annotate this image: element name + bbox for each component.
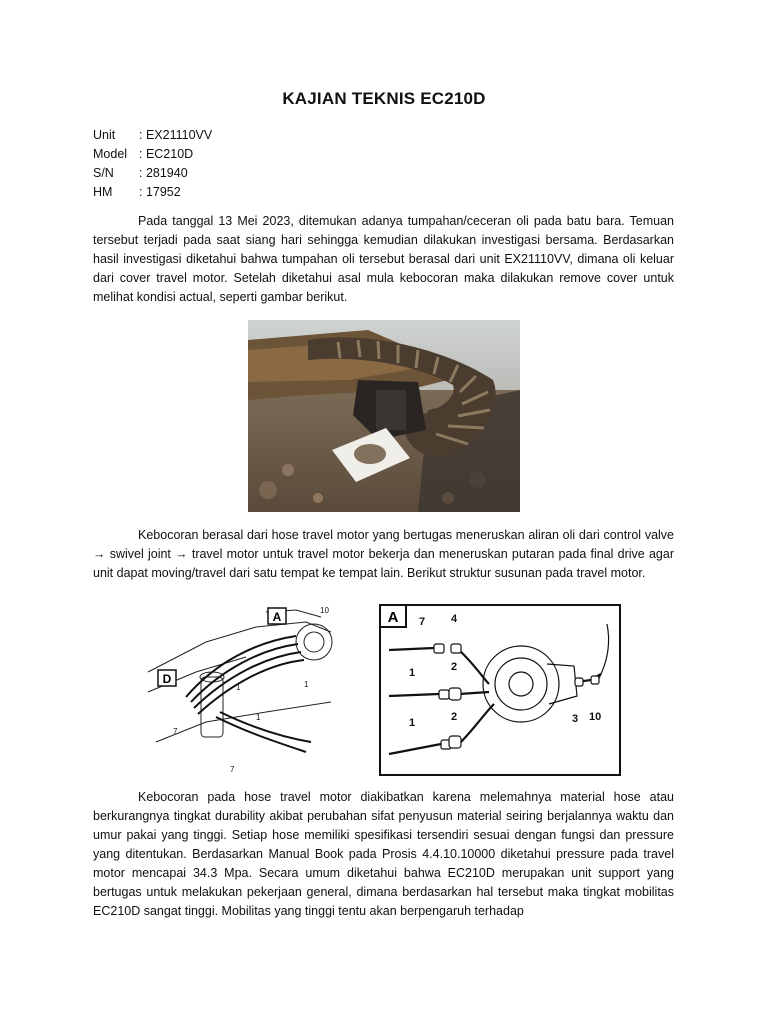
detail-number-3: 3: [572, 713, 579, 725]
leak-photo: [248, 320, 520, 512]
detail-a-callout: A: [387, 609, 399, 626]
paragraph-text: Pada tanggal 13 Mei 2023, ditemukan adanya tumpahan/ceceran oli pada batu bara. Temuan tersebut terjadi pada saat siang hari sehingga kemudian dilakukan investigasi bersama. Berdasarkan hasil investigasi diketahui bahwa tumpahan oli tersebut berasal dari unit EX21110VV, dimana oli keluar dari cover travel motor. Setelah diketahui asal mula kebocoran maka dilakukan remove cover untuk melihat kondisi actual, seperti gambar berikut.: [93, 214, 674, 304]
meta-key: HM: [93, 185, 113, 199]
detail-number-7: 7: [419, 616, 426, 628]
paragraph-text: Kebocoran berasal dari hose travel motor yang bertugas meneruskan aliran oli dari control valve → swivel joint → travel motor untuk travel motor bekerja dan meneruskan putaran pada final drive agar unit dapat moving/travel dari satu tempat ke tempat lain. Berikut struktur susunan pada travel motor.: [93, 528, 674, 580]
meta-key: Unit: [93, 128, 116, 142]
part-number-1: 1: [304, 680, 309, 689]
unit-info: [93, 126, 212, 202]
meta-row-hm: [93, 183, 212, 202]
meta-row-sn: [93, 164, 212, 183]
meta-value: : EX21110VV: [139, 128, 213, 142]
detail-number-2: 2: [451, 711, 458, 723]
detail-number-1: 1: [409, 717, 416, 729]
document-title: KAJIAN TEKNIS EC210D: [282, 89, 486, 108]
leak-photo-image: [248, 320, 520, 512]
hose-layout-diagram: [146, 602, 336, 778]
part-number-7: 7: [173, 727, 178, 736]
paragraph-2: [93, 526, 674, 583]
callout-a-label: A: [272, 610, 282, 624]
detail-a-diagram: [379, 604, 621, 776]
meta-key: S/N: [93, 166, 114, 180]
detail-a-drawing: [379, 604, 621, 776]
detail-number-2: 2: [451, 661, 458, 673]
paragraph-3: [93, 788, 674, 921]
detail-number-10: 10: [589, 711, 602, 723]
hose-layout-drawing: [146, 602, 336, 778]
part-number-1: 1: [236, 683, 241, 692]
meta-value: : EC210D: [139, 147, 194, 161]
part-number-10: 10: [320, 606, 329, 615]
meta-row-model: [93, 145, 212, 164]
paragraph-1: [93, 212, 674, 307]
meta-key: Model: [93, 147, 128, 161]
detail-number-1: 1: [409, 667, 416, 679]
paragraph-text: Kebocoran pada hose travel motor diakibatkan karena melemahnya material hose atau berkurangnya tingkat durability akibat perubahan sifat penyusun material seiring berjalannya waktu dan umur pakai yang tinggi. Setiap hose memiliki spesifikasi tersendiri sesuai dengan fungsi dan pressure yang ditentukan. Berdasarkan Manual Book pada Prosis 4.4.10.10000 diketahui pressure pada travel motor mencapai 34.3 Mpa. Secara umum diketahui bahwa EC210D merupakan unit support yang bertugas untuk melakukan pekerjaan general, dimana berdasarkan hal tersebut maka tingkat mobilitas EC210D sangat tinggi. Mobilitas yang tinggi tentu akan berpengaruh terhadap: [93, 790, 674, 918]
meta-value: : 17952: [139, 185, 181, 199]
callout-d-label: D: [162, 672, 172, 686]
meta-row-unit: [93, 126, 212, 145]
detail-number-4: 4: [451, 613, 458, 625]
part-number-7: 7: [230, 765, 235, 774]
meta-value: : 281940: [139, 166, 188, 180]
part-number-1: 1: [256, 713, 261, 722]
